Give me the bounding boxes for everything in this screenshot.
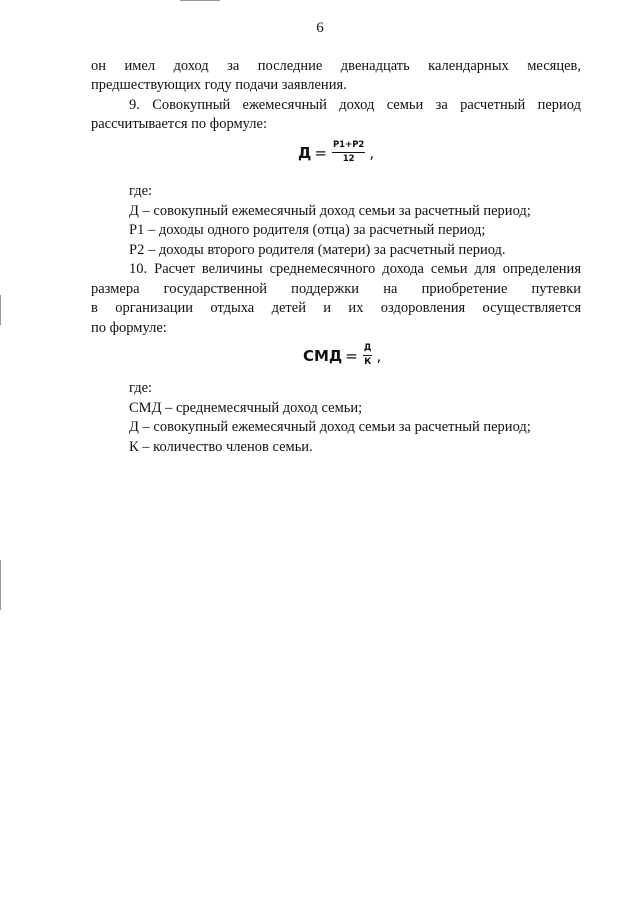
paragraph-line: 10. Расчет величины среднемесячного дохода семьи для определения [129,261,581,277]
paragraph-line: он имел доход за последние двенадцать календарных месяцев, [91,58,581,74]
paragraph-line: 9. Совокупный ежемесячный доход семьи за расчетный период [129,97,581,113]
formula-equals: = [345,346,358,365]
formula-numerator: Р1+Р2 [332,140,365,153]
formula-lhs: Д [298,143,312,162]
page-number: 6 [316,20,324,36]
paragraph-line: К – количество членов семьи. [129,439,313,455]
formula-numerator: Д [363,343,373,356]
formula-average-income [303,343,381,368]
formula-comma: , [376,346,382,365]
paragraph-line: Р1 – доходы одного родителя (отца) за расчетный период; [129,222,486,238]
paragraph-line: по формуле: [91,320,167,336]
scan-artifact [180,0,220,1]
paragraph-line: Д – совокупный ежемесячный доход семьи за расчетный период; [129,419,531,435]
paragraph-line: рассчитывается по формуле: [91,116,267,132]
formula-total-income [298,140,374,165]
paragraph-line: размера государственной поддержки на приобретение путевки [91,281,581,297]
paragraph-line: где: [129,380,153,396]
paragraph-line: в организации отдыха детей и их оздоровления осуществляется [91,300,581,316]
formula-fraction [363,343,373,368]
scan-artifact [0,295,1,325]
formula-denominator: 12 [342,154,355,164]
paragraph-line: Р2 – доходы второго родителя (матери) за расчетный период. [129,242,506,258]
formula-denominator: К [364,357,372,367]
paragraph-line: предшествующих году подачи заявления. [91,77,347,93]
formula-equals: = [314,143,327,162]
formula-comma: , [369,143,375,162]
formula-fraction [332,140,365,165]
paragraph-line: Д – совокупный ежемесячный доход семьи за расчетный период; [129,203,531,219]
paragraph-line: СМД – среднемесячный доход семьи; [129,400,363,416]
paragraph-line: где: [129,183,153,199]
formula-lhs: СМД [303,346,343,365]
scan-artifact [0,560,1,610]
